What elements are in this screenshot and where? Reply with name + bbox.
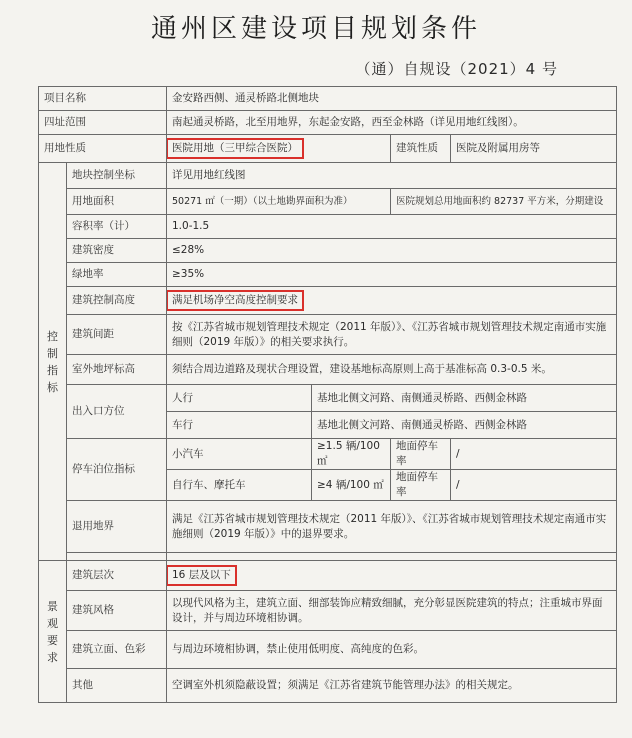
table-row (39, 135, 617, 163)
green-value: ≥35% (167, 263, 617, 287)
far-label: 容积率（计） (67, 215, 167, 239)
entrance-label: 出入口方位 (67, 385, 167, 439)
height-label: 建筑控制高度 (67, 287, 167, 315)
boundary-value: 南起通灵桥路，北至用地界，东起金安路，西至金林路（详见用地红线图）。 (167, 111, 617, 135)
table-row (39, 501, 617, 553)
table-row (39, 163, 617, 189)
bike-ground-label: 地面停车率 (391, 470, 451, 501)
coord-value: 详见用地红线图 (167, 163, 617, 189)
table-row (39, 315, 617, 355)
setback-label: 退用地界 (67, 501, 167, 553)
facade-value: 与周边环境相协调，禁止使用低明度、高纯度的色彩。 (167, 631, 617, 669)
project-name-label: 项目名称 (39, 87, 167, 111)
far-value: 1.0-1.5 (167, 215, 617, 239)
planning-conditions-table (38, 86, 617, 703)
car-ground-value: / (451, 439, 617, 470)
other-value: 空调室外机须隐蔽设置；须满足《江苏省建筑节能管理办法》的相关规定。 (167, 669, 617, 703)
table-row (39, 355, 617, 385)
land-use-value: 医院用地（三甲综合医院） (167, 138, 305, 159)
bike-value: ≥4 辆/100 ㎡ (312, 470, 391, 501)
table-row (39, 385, 617, 412)
height-value: 满足机场净空高度控制要求 (167, 290, 305, 311)
style-value: 以现代风格为主，建筑立面、细部装饰应精致细腻，充分彰显医院建筑的特点；注重城市界面设计，并与周边环境相协调。 (167, 591, 617, 631)
building-nature-label: 建筑性质 (391, 135, 451, 163)
table-row (39, 287, 617, 315)
car-label: 小汽车 (167, 439, 312, 470)
ped-label: 人行 (167, 385, 312, 412)
floors-label: 建筑层次 (67, 561, 167, 591)
land-use-label: 用地性质 (39, 135, 167, 163)
table-row (39, 239, 617, 263)
coord-label: 地块控制坐标 (67, 163, 167, 189)
control-group-label: 控 制 指 标 (39, 163, 67, 561)
table-row (39, 439, 617, 470)
other-label: 其他 (67, 669, 167, 703)
boundary-label: 四址范围 (39, 111, 167, 135)
floors-value: 16 层及以下 (167, 565, 237, 586)
bike-label: 自行车、摩托车 (167, 470, 312, 501)
table-row (39, 189, 617, 215)
table-row (39, 669, 617, 703)
car-ground-label: 地面停车率 (391, 439, 451, 470)
table-row (39, 553, 617, 561)
building-nature-value: 医院及附属用房等 (451, 135, 617, 163)
spacing-label: 建筑间距 (67, 315, 167, 355)
table-row (39, 215, 617, 239)
table-row (39, 561, 617, 591)
table-row (39, 263, 617, 287)
area-note: 医院规划总用地面积约 82737 平方米，分期建设 (391, 189, 617, 215)
area-value: 50271 ㎡（一期）（以土地勘界面积为准） (167, 189, 391, 215)
green-label: 绿地率 (67, 263, 167, 287)
bike-ground-value: / (451, 470, 617, 501)
landscape-group-label: 景 观 要 求 (39, 561, 67, 703)
setback-value: 满足《江苏省城市规划管理技术规定（2011 年版）》、《江苏省城市规划管理技术规定南通市实施细则（2019 年版）》中的退界要求。 (167, 501, 617, 553)
spacing-value: 按《江苏省城市规划管理技术规定（2011 年版）》、《江苏省城市规划管理技术规定南通市实施细则（2019 年版）》的相关要求执行。 (167, 315, 617, 355)
page-title: 通州区建设项目规划条件 (150, 14, 481, 44)
veh-value: 基地北侧文河路、南侧通灵桥路、西侧金林路 (312, 412, 617, 439)
veh-label: 车行 (167, 412, 312, 439)
elevation-value: 须结合周边道路及现状合理设置，建设基地标高原则上高于基准标高 0.3-0.5 米。 (167, 355, 617, 385)
facade-label: 建筑立面、色彩 (67, 631, 167, 669)
density-value: ≤28% (167, 239, 617, 263)
area-label: 用地面积 (67, 189, 167, 215)
elevation-label: 室外地坪标高 (67, 355, 167, 385)
table-row (39, 87, 617, 111)
ped-value: 基地北侧文河路、南侧通灵桥路、西侧金林路 (312, 385, 617, 412)
table-row (39, 111, 617, 135)
style-label: 建筑风格 (67, 591, 167, 631)
document-number: （通）自规设（2021）4 号 (355, 60, 558, 78)
project-name-value: 金安路西侧、通灵桥路北侧地块 (167, 87, 617, 111)
table-row (39, 591, 617, 631)
density-label: 建筑密度 (67, 239, 167, 263)
car-value: ≥1.5 辆/100 ㎡ (312, 439, 391, 470)
table-row (39, 631, 617, 669)
parking-label: 停车泊位指标 (67, 439, 167, 501)
